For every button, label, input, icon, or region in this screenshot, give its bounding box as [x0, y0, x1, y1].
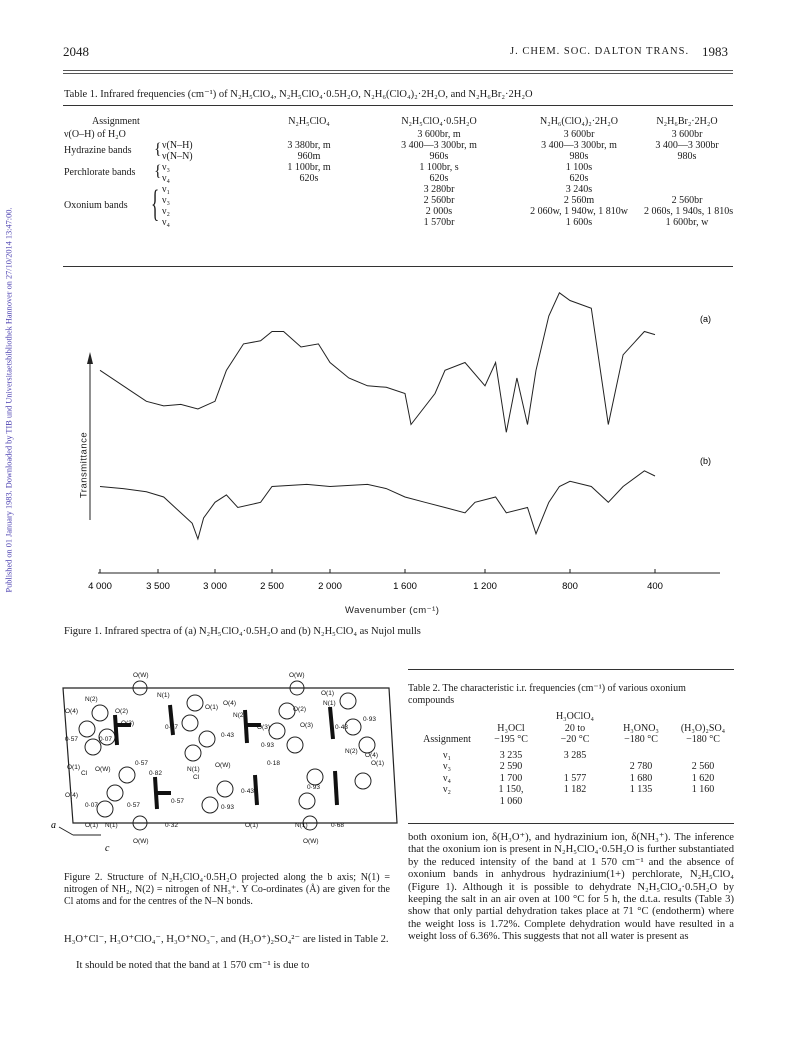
value-label: 0·43: [221, 732, 235, 739]
x-axis-label: Wavenumber (cm⁻¹): [345, 605, 440, 616]
table-row: [64, 206, 734, 217]
cell: 960m: [297, 151, 321, 162]
value-label: 0·57: [65, 736, 79, 743]
table2-header: [412, 711, 734, 723]
cell: [412, 796, 482, 808]
cell: 3 600br: [563, 129, 595, 140]
row-label: ν(O–H) of H₂O: [64, 129, 126, 140]
bond: [335, 771, 337, 805]
x-tick-label: 800: [562, 581, 578, 592]
table1-bottom-rule: [63, 266, 733, 267]
value-label: 0·43: [241, 788, 255, 795]
atom-label: O(1): [85, 822, 98, 829]
col-header: Assignment: [92, 116, 140, 127]
cell: 980s: [677, 151, 697, 162]
cell: (H₃O)₂SO₄: [680, 722, 726, 734]
table-row: [412, 784, 734, 796]
group-label-hydrazine: Hydrazine bands: [64, 145, 132, 156]
cell: 2 780: [629, 761, 653, 772]
cell: 3 280br: [423, 184, 455, 195]
left-paragraph-1: H₃O⁺Cl⁻, H₃O⁺ClO₄⁻, H₃O⁺NO₃⁻, and (H₃O⁺)₂SO₄²⁻ are listed in Table 2.: [64, 934, 389, 945]
value-label: 0·93: [363, 716, 377, 723]
sidebar-text: Published on 01 January 1983. Downloaded by TIB und Universitaetsbibliothek Hannover on 27/10/2014 13:47:00.: [4, 207, 14, 593]
table1-top-rule: [63, 105, 733, 106]
cell: H₃ONO₃: [623, 722, 659, 734]
figure1-caption: Figure 1. Infrared spectra of (a) N₂H₅ClO₄·0.5H₂O and (b) N₂H₅ClO₄ as Nujol mulls: [64, 626, 421, 637]
atom-o: [185, 745, 201, 761]
cell: 1 182: [563, 784, 587, 795]
value-label: 0·57: [127, 802, 141, 809]
y-axis-label: Transmittance: [78, 431, 90, 499]
crystal-structure-diagram: [45, 665, 400, 865]
cell: −180 °C: [624, 734, 658, 745]
atom-label: O(W): [133, 672, 149, 679]
atom-label: O(2): [293, 706, 306, 713]
value-label: 0·82: [149, 770, 163, 777]
cell: 960s: [429, 151, 449, 162]
atom-label: O(3): [300, 722, 313, 729]
cell: ν₂: [442, 784, 451, 795]
sub-label: ν(N–H): [162, 140, 193, 151]
atom-label: N(2): [345, 748, 358, 755]
col-header: N₂H₆(ClO₄)₂·2H₂O: [540, 116, 618, 127]
spectrum-line-a: [100, 293, 655, 433]
cell: [644, 173, 730, 184]
cell: 2 560: [691, 761, 715, 772]
bond: [115, 715, 117, 745]
table-row: [412, 773, 734, 785]
value-label: 0·07: [85, 802, 99, 809]
cell: Assignment: [423, 734, 471, 745]
brace: {: [151, 183, 160, 225]
group-label-oxonium: Oxonium bands: [64, 200, 128, 211]
axis-c-label: c: [105, 843, 110, 854]
x-tick-label: 400: [647, 581, 663, 592]
cell: 1 135: [629, 784, 653, 795]
atom-o: [307, 769, 323, 785]
atom-label: O(1): [371, 760, 384, 767]
row-label: [64, 217, 254, 228]
cell: 1 150,: [498, 784, 524, 795]
value-label: 0·57: [135, 760, 149, 767]
atom-label: N(2): [233, 712, 246, 719]
cell: 1 100br, s: [419, 162, 459, 173]
cell: H₃OClO₄: [555, 711, 595, 722]
table2-header: [412, 734, 734, 746]
cell: 2 560br: [423, 195, 455, 206]
cell: 1 570br: [423, 217, 455, 228]
cell: −20 °C: [560, 734, 590, 745]
cell: 3 400—3 300br, m: [401, 140, 477, 151]
bond: [330, 707, 333, 739]
axis-a-label: a: [51, 820, 56, 831]
spectrum-line-b: [100, 471, 655, 539]
cell: [412, 711, 482, 723]
cell: 2 060w, 1 940w, 1 810w: [530, 206, 628, 217]
atom-label: O(3): [121, 720, 134, 727]
sub-label: ν₂: [162, 206, 171, 217]
atom-label: N(1): [157, 692, 170, 699]
atom-label: O(W): [95, 766, 111, 773]
cell: [540, 796, 610, 808]
atom-o: [355, 773, 371, 789]
atom-o: [199, 731, 215, 747]
sub-label: ν₄: [162, 217, 171, 228]
atom-o: [187, 695, 203, 711]
sub-label: ν₁: [162, 184, 171, 195]
cell: 980s: [569, 151, 589, 162]
cell: [644, 162, 730, 173]
chart-lines: [100, 293, 655, 539]
cell: [482, 711, 540, 723]
atom-o: [107, 785, 123, 801]
cell: 3 600br: [671, 129, 703, 140]
brace: {: [154, 163, 162, 180]
table-row: [64, 129, 730, 140]
cell: 1 577: [563, 772, 587, 784]
col-header: N₂H₅ClO₄: [288, 116, 330, 127]
row-label: [64, 151, 254, 162]
atom-o: [359, 737, 375, 753]
cell: 1 160: [691, 784, 715, 795]
sub-label: ν(N–N): [162, 151, 193, 162]
cell: 2 000s: [425, 206, 453, 217]
row-label: [64, 206, 254, 217]
cell: [672, 750, 734, 762]
sub-label: ν₃: [162, 162, 171, 173]
atom-o: [92, 705, 108, 721]
atom-label: O(1): [321, 690, 334, 697]
x-tick-label: 1 600: [393, 581, 417, 592]
cell: [610, 711, 672, 723]
atom-o: [202, 797, 218, 813]
cell: 3 240s: [565, 184, 593, 195]
cell: 2 560m: [563, 195, 595, 206]
value-label: 0·07: [99, 736, 113, 743]
cell: 2 590: [499, 761, 523, 772]
table-row: [64, 195, 730, 206]
ir-spectra-chart: [60, 280, 740, 610]
table1-header: [64, 116, 730, 127]
header-rule-2: [63, 73, 733, 74]
atom-label: O(1): [205, 704, 218, 711]
cell: 1 100s: [565, 162, 593, 173]
atom-label: O(W): [215, 762, 231, 769]
cell: [254, 184, 364, 195]
atom-label: N(1): [323, 700, 336, 707]
value-label: 0·93: [307, 784, 321, 791]
cell: 620s: [299, 173, 319, 184]
x-tick-label: 3 500: [146, 581, 170, 592]
cell: [254, 206, 364, 217]
atom-o: [340, 693, 356, 709]
x-tick-label: 2 000: [318, 581, 342, 592]
table-row: [412, 796, 734, 808]
cell: [254, 129, 364, 140]
cell: ν₄: [442, 772, 451, 784]
cell: ν₃: [442, 761, 451, 772]
cell: 20 to: [564, 722, 586, 734]
row-label: [64, 195, 254, 206]
axis-a-line: [59, 827, 73, 835]
cell: 1 700: [499, 772, 523, 784]
value-label: 0·93: [261, 742, 275, 749]
x-tick-label: 1 200: [473, 581, 497, 592]
atom-label: O(W): [303, 838, 319, 845]
atom-label: O(4): [65, 792, 78, 799]
sub-label: ν₄: [162, 173, 171, 184]
value-label: 0·18: [267, 760, 281, 767]
cell: 3 235: [499, 749, 523, 761]
col-header: N₂H₅ClO₄·0.5H₂O: [401, 116, 477, 127]
cell: 1 600s: [565, 217, 593, 228]
table1-caption: Table 1. Infrared frequencies (cm⁻¹) of N₂H₅ClO₄, N₂H₅ClO₄·0.5H₂O, N₂H₆(ClO₄)₂·2H₂O, and N₂H₆Br₂·2H₂O: [64, 89, 533, 100]
atom-o: [79, 721, 95, 737]
atom-label: O(1): [67, 764, 80, 771]
table2: [412, 711, 734, 807]
atom-label: N(2): [85, 696, 98, 703]
cell: 1 600br, w: [665, 217, 709, 228]
bond: [155, 777, 157, 809]
atom-o: [287, 737, 303, 753]
atom-label: O(4): [365, 752, 378, 759]
label-b: (b): [700, 456, 711, 466]
cell: 3 380br, m: [287, 140, 331, 151]
atom-o: [269, 723, 285, 739]
x-tick-label: 3 000: [203, 581, 227, 592]
col-header: N₂H₆Br₂·2H₂O: [656, 116, 718, 127]
atom-o: [217, 781, 233, 797]
x-ticks: [88, 569, 663, 592]
table1: [64, 116, 734, 228]
value-label: 0·32: [165, 822, 179, 829]
cell: 3 600br, m: [417, 129, 461, 140]
atom-label: N(1): [295, 822, 308, 829]
cell: 1 100br, m: [287, 162, 331, 173]
cell: [672, 711, 734, 723]
left-paragraph-2: It should be noted that the band at 1 570 cm⁻¹ is due to: [76, 960, 310, 971]
x-tick-label: 4 000: [88, 581, 112, 592]
value-label: 0·57: [171, 798, 185, 805]
cell: −195 °C: [494, 734, 528, 745]
atom-label: O(W): [133, 838, 149, 845]
value-label: 0·93: [221, 804, 235, 811]
atom-o: [182, 715, 198, 731]
cell: [610, 750, 672, 762]
table-row: [64, 151, 730, 162]
cell: 1 680: [629, 772, 653, 784]
table2-caption: Table 2. The characteristic i.r. frequencies (cm⁻¹) of various oxonium compounds: [408, 683, 686, 706]
atom-label: O(2): [115, 708, 128, 715]
cell: 2 560br: [671, 195, 703, 206]
atom-label: O(1): [245, 822, 258, 829]
cell: [672, 796, 734, 808]
x-tick-label: 2 500: [260, 581, 284, 592]
atom-label: Cl: [81, 770, 88, 777]
cell: 1 620: [691, 772, 715, 784]
value-label: 0·68: [331, 822, 345, 829]
publication-sidebar: [2, 140, 16, 660]
table-row: [412, 761, 734, 773]
sub-label: ν₃: [162, 195, 171, 206]
value-label: 0·43: [335, 724, 349, 731]
right-paragraph-1: both oxonium ion, δ(H₃O⁺), and hydrazinium ion, δ(NH₃⁺). The inference that the oxonium ion is present in N₂H₅ClO₄·0.5H₂O is further substantiated by the reduced intensity of the band at 1 570 cm⁻¹ and the absence of oxonium bands in anhydrous hydrazinium(1+) perchlorate, N₂H₅ClO₄ (Figure 1). Although it is possible to dehydrate N₂H₅ClO₄·0.5H₂O by keeping the salt in an air oven at 100 °C for 5 h, the d.t.a. results (Table 3) show that only partial dehydration takes place at 71 °C (endotherm) where the weight loss is 1.72%. Complete dehydration would have resulted in a weight loss of 6.36%. This suggests that not all water is present as: [408, 832, 734, 943]
cell: 620s: [569, 173, 589, 184]
year: 1983: [702, 44, 728, 59]
cell: [540, 761, 610, 773]
atom-label: N(1): [105, 822, 118, 829]
brace: {: [154, 141, 162, 158]
cell: [412, 723, 482, 735]
atom-label: O(4): [223, 700, 236, 707]
atom-label: O(3): [257, 724, 270, 731]
cell: [644, 184, 730, 195]
table2-bottom-rule: [408, 823, 734, 824]
table2-top-rule: [408, 669, 734, 670]
page-number: 2048: [63, 44, 89, 59]
cell: [254, 217, 364, 228]
atom-label: Cl: [193, 774, 200, 781]
cell: [610, 796, 672, 808]
cell: 3 400—3 300br: [655, 140, 719, 151]
cell: 3 400—3 300br, m: [541, 140, 617, 151]
atom-label: O(4): [65, 708, 78, 715]
cell: ν₁: [442, 749, 451, 761]
cell: 3 285: [563, 749, 587, 761]
table-row: [64, 217, 730, 228]
value-label: 0·07: [165, 724, 179, 731]
label-a: (a): [700, 314, 711, 324]
atom-o: [119, 767, 135, 783]
atom-label: O(W): [289, 672, 305, 679]
header-rule: [63, 70, 733, 71]
atom-o: [299, 793, 315, 809]
table2-header: [412, 723, 734, 735]
atom-label: N(1): [187, 766, 200, 773]
figure2-caption: Figure 2. Structure of N₂H₅ClO₄·0.5H₂O projected along the b axis; N(1) = nitrogen of NH₂, N(2) = nitrogen of NH₃⁺. Y Co-ordinates (Å) are given for the Cl atoms and for the centres of the N–N bonds.: [64, 872, 390, 907]
table-row: [64, 173, 730, 184]
atom-o: [97, 801, 113, 817]
cell: 2 060s, 1 940s, 1 810s: [644, 206, 734, 217]
cell: 620s: [429, 173, 449, 184]
cell: 1 060: [499, 795, 523, 807]
y-arrow-head: [87, 352, 93, 364]
cell: [254, 195, 364, 206]
cell: H₃OCl: [497, 722, 525, 734]
table-row: [412, 750, 734, 762]
group-label-perchlorate: Perchlorate bands: [64, 167, 136, 178]
cell: −180 °C: [686, 734, 720, 745]
journal-title: J. CHEM. SOC. DALTON TRANS.: [510, 46, 690, 57]
bond: [255, 775, 257, 805]
unit-cell: [63, 688, 397, 823]
